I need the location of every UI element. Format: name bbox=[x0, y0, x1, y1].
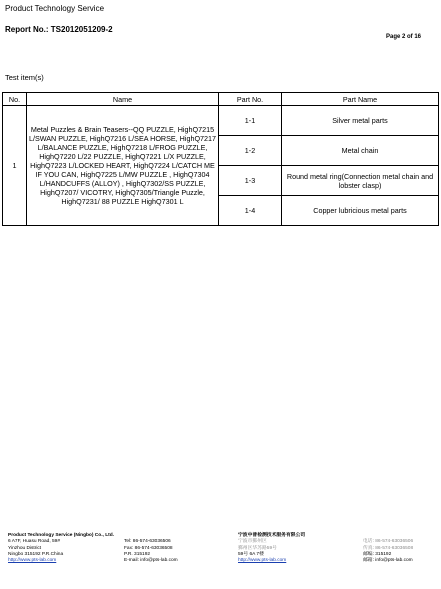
header-part-no: Part No. bbox=[219, 93, 282, 106]
footer-email: E-mail: info@pts-lab.com bbox=[124, 558, 178, 564]
header-name: Name bbox=[27, 93, 219, 106]
page-indicator: Page 2 of 16 bbox=[385, 34, 421, 40]
table-row bbox=[3, 106, 439, 136]
footer-postcode-cn: 邮编: 315192 bbox=[363, 551, 392, 557]
section-title: Test item(s) bbox=[5, 73, 44, 82]
footer-fax-cn: 传真: 86-574-63036508 bbox=[363, 545, 414, 551]
item-number: 1 bbox=[3, 106, 27, 226]
report-number: Report No.: TS2012051209-2 bbox=[5, 25, 113, 34]
test-items-table bbox=[2, 92, 439, 226]
part-name: Silver metal parts bbox=[282, 106, 439, 136]
part-number: 1-4 bbox=[219, 196, 282, 226]
footer-company-name: Product Technology Service (Ningbo) Co., Ltd. bbox=[8, 533, 114, 538]
footer-address-line: 6 A7F, Huasu Road, 59# bbox=[8, 539, 61, 545]
part-number: 1-1 bbox=[219, 106, 282, 136]
footer-contact-cn bbox=[363, 533, 413, 564]
footer-address-line: Yinzhou District bbox=[8, 545, 42, 551]
header-no: No. bbox=[3, 93, 27, 106]
part-number: 1-3 bbox=[219, 166, 282, 196]
table-header-row bbox=[3, 93, 439, 106]
footer-company-cn bbox=[238, 533, 305, 564]
footer-tel: Tel: 86-574-63036506 bbox=[124, 539, 171, 545]
footer-fax: Fax: 86-574-63036508 bbox=[124, 545, 173, 551]
footer-postcode: P.R. 315192 bbox=[124, 551, 151, 557]
item-name: Metal Puzzles & Brain Teasers--QQ PUZZLE, HighQ7215 L/SWAN PUZZLE, HighQ7216 L/SEA HORSE, HighQ7217 L/BALANCE PUZZLE, HighQ7218 L/FROG PUZZLE, HighQ7220 L/22 PUZZLE, HighQ7221 L/X PUZZLE, HighQ7223 L/LOCKED HEART, HighQ7224 L/CATCH ME IF YOU CAN, HighQ7225 L/MW PUZZLE , HighQ7304 L/HANDCUFFS (ALLOY) , HighQ7302/SS PUZZLE, HighQ7207/ VICOTRY, HighQ7305/Triangle Puzzle, HighQ7231/ 88 PUZZLE HighQ7301 L bbox=[27, 106, 219, 226]
footer-address-line-cn: 宁波市鄞州区 bbox=[238, 539, 267, 545]
footer-contact-en bbox=[124, 533, 178, 564]
footer-address-line: Ningbo 315192 P.R.China bbox=[8, 551, 64, 557]
header-part-name: Part Name bbox=[282, 93, 439, 106]
footer-tel-cn: 电话: 86-574-63036506 bbox=[363, 539, 414, 545]
footer-email-cn: 邮箱: info@pts-lab.com bbox=[363, 558, 413, 564]
footer-website-link[interactable]: http://www.pts-lab.com bbox=[8, 558, 57, 564]
footer-website-link-cn[interactable]: http://www.pts-lab.com bbox=[238, 558, 287, 564]
footer-company-name-cn: 宁波中普检测技术服务有限公司 bbox=[238, 533, 306, 538]
company-name: Product Technology Service bbox=[5, 4, 105, 13]
part-name: Copper lubricious metal parts bbox=[282, 196, 439, 226]
footer-address-line-cn: 59号 6A 7楼 bbox=[238, 551, 264, 557]
footer-company-en bbox=[8, 533, 114, 564]
part-name: Metal chain bbox=[282, 136, 439, 166]
footer-address-line-cn: 鄞州区华苏路59号 bbox=[238, 545, 277, 551]
part-number: 1-2 bbox=[219, 136, 282, 166]
part-name: Round metal ring(Connection metal chain and lobster clasp) bbox=[282, 166, 439, 196]
